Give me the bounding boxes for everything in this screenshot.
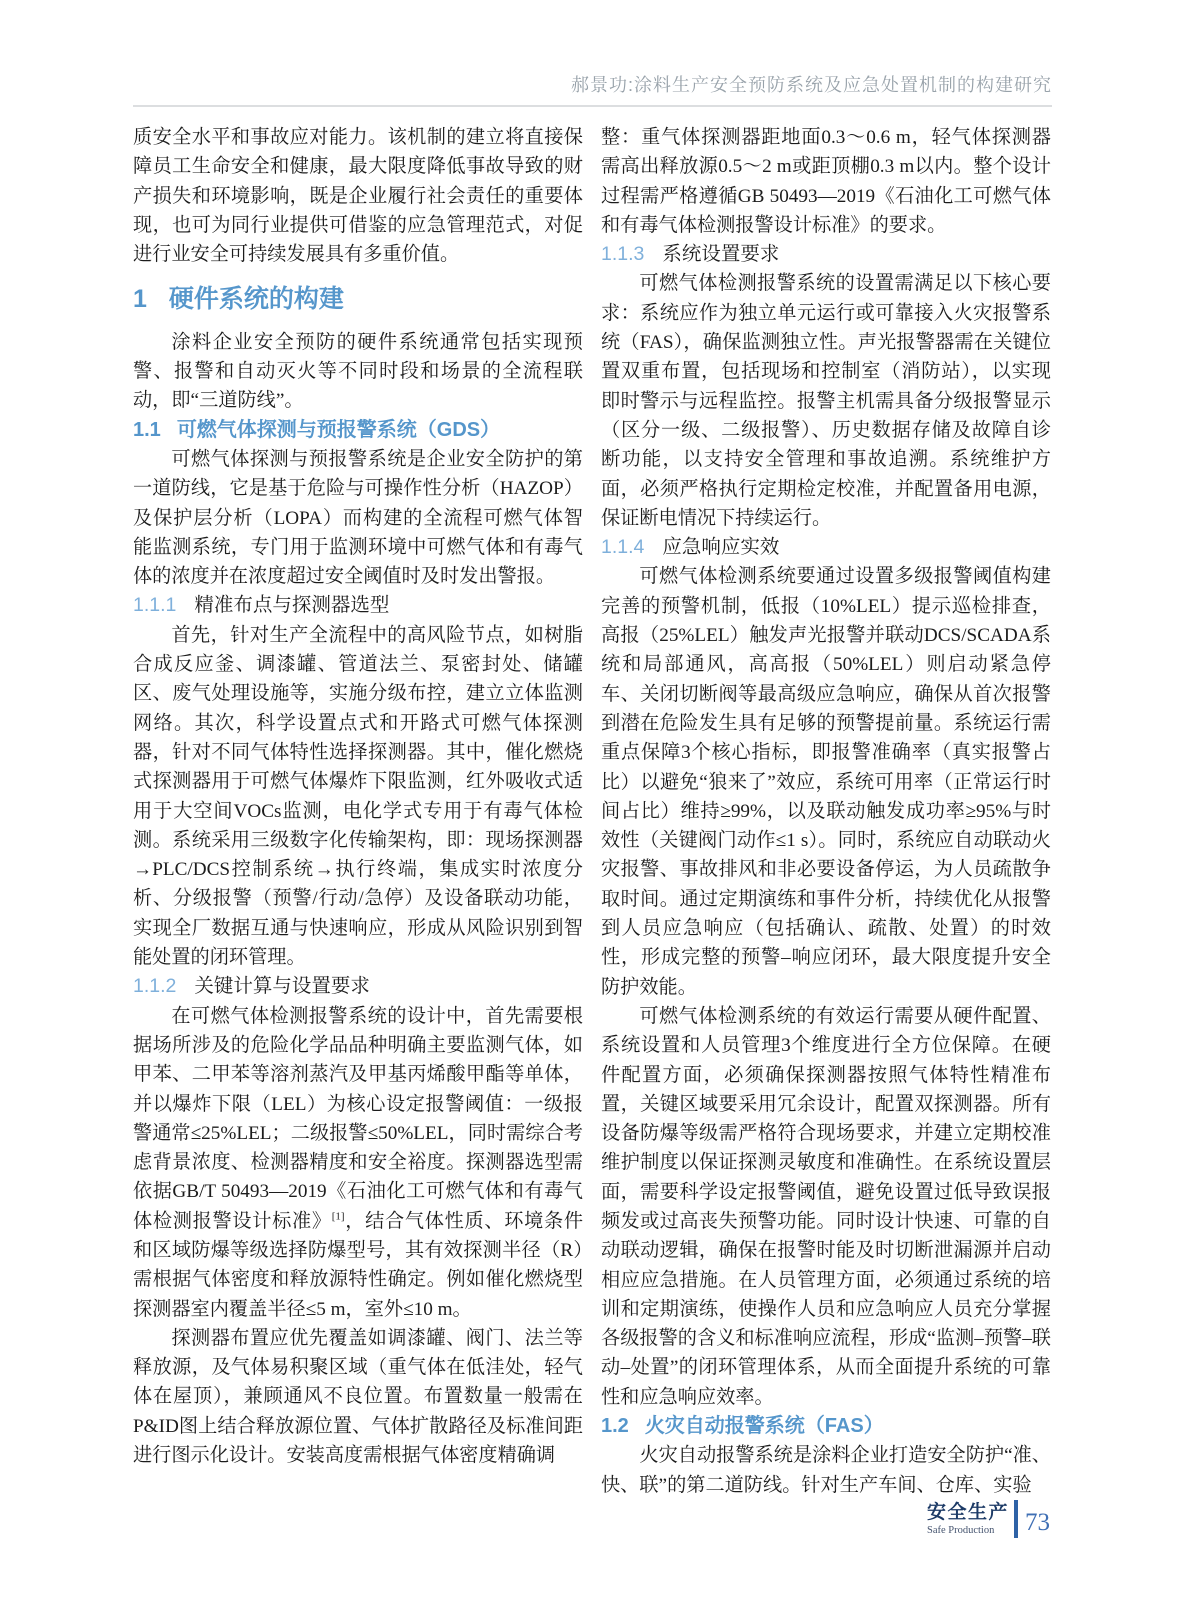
paragraph-1-1-1: 首先，针对生产全流程中的高风险节点，如树脂合成反应釜、调漆罐、管道法兰、泵密封处、储罐区、废气处理设施等，实施分级布控，建立立体监测网络。其次，科学设置点式和开路式可燃气体探测器，针对不同气体特性选择探测器。其中，催化燃烧式探测器用于可燃气体爆炸下限监测，红外吸收式适用于大空间VOCs监测，电化学式专用于有毒气体检测。系统采用三级数字化传输架构，即：现场探测器→PLC/DCS控制系统→执行终端，集成实时浓度分析、分级报警（预警/行动/急停）及设备联动功能，实现全厂数据互通与快速响应，形成从风险识别到智能处置的闭环管理。: [133, 624, 583, 969]
subsection-heading-1-2: [601, 1412, 1051, 1441]
footer-divider: [1014, 1500, 1018, 1538]
subsection-number: 1.1: [133, 418, 161, 441]
subsubsection-title: 关键计算与设置要求: [194, 975, 370, 998]
subsubsection-number: 1.1.3: [601, 243, 645, 266]
paragraph-1-1-4: 可燃气体检测系统要通过设置多级报警阈值构建完善的预警机制，低报（10%LEL）提示巡检排查，高报（25%LEL）触发声光报警并联动DCS/SCADA系统和局部通风，高高报（50%LEL）则启动紧急停车、关闭切断阀等最高级应急响应，确保从首次报警到潜在危险发生具有足够的预警提前量。系统运行需重点保障3个核心指标，即报警准确率（真实报警占比）以避免“狼来了”效应，系统可用率（正常运行时间占比）维持≥99%，以及联动触发成功率≥95%与时效性（关键阀门动作≤1 s）。同时，系统应自动联动火灾报警、事故排风和非必要设备停运，为人员疏散争取时间。通过定期演练和事件分析，持续优化从报警到人员应急响应（包括确认、疏散、处置）的时效性，形成完整的预警–响应闭环，最大限度提升安全防护效能。: [601, 566, 1051, 998]
paragraph-continuation: 整：重气体探测器距地面0.3～0.6 m，轻气体探测器需高出释放源0.5～2 m或距顶棚0.3 m以内。整个设计过程需严格遵循GB 50493—2019《石油化工可燃气体和有毒气体检测报警设计标准》的要求。: [601, 127, 1051, 236]
subsubsection-title: 应急响应实效: [662, 536, 780, 559]
subsubsection-heading-1-1-2: [133, 972, 583, 1001]
subsection-title: 可燃气体探测与预报警系统（GDS）: [176, 418, 501, 441]
section-title: 硬件系统的构建: [168, 285, 344, 314]
running-header: [133, 74, 1052, 107]
paragraph-1-1-4-assurance: 可燃气体检测系统的有效运行需要从硬件配置、系统设置和人员管理3个维度进行全方位保障。在硬件配置方面，必须确保探测器按照气体特性精准布置，关键区域要采用冗余设计，配置双探测器。所有设备防爆等级需严格符合现场要求，并建立定期校准维护制度以保证探测灵敏度和准确性。在系统设置层面，需要科学设定报警阈值，避免设置过低导致误报频发或过高丧失预警功能。同时设计快速、可靠的自动联动逻辑，确保在报警时能及时切断泄漏源并启动相应应急措施。在人员管理方面，必须通过系统的培训和定期演练，使操作人员和应急响应人员充分掌握各级报警的含义和标准响应流程，形成“监测–预警–联动–处置”的闭环管理体系，从而全面提升系统的可靠性和应急响应效率。: [601, 1005, 1051, 1408]
journal-name-english: Safe Production: [926, 1524, 995, 1536]
paragraph-section1-intro: 涂料企业安全预防的硬件系统通常包括实现预警、报警和自动灭火等不同时段和场景的全流程联动，即“三道防线”。: [133, 331, 583, 412]
subsubsection-heading-1-1-3: [601, 240, 1051, 269]
subsection-title: 火灾自动报警系统（FAS）: [644, 1415, 884, 1438]
paragraph-gds-intro: 可燃气体探测与预报警系统是企业安全防护的第一道防线，它是基于危险与可操作性分析（HAZOP）及保护层分析（LOPA）而构建的全流程可燃气体智能监测系统，专门用于监测环境中可燃气体和有毒气体的浓度并在浓度超过安全阈值时及时发出警报。: [133, 448, 583, 588]
paragraph-1-1-3: 可燃气体检测报警系统的设置需满足以下核心要求：系统应作为独立单元运行或可靠接入火灾报警系统（FAS），确保监测独立性。声光报警器需在关键位置双重布置，包括现场和控制室（消防站），以实现即时警示与远程监控。报警主机需具备分级报警显示（区分一级、二级报警）、历史数据存储及故障自诊断功能，以支持安全管理和事故追溯。系统维护方面，必须严格执行定期检定校准，并配置备用电源，保证断电情况下持续运行。: [601, 273, 1051, 529]
paragraph-continuation: 质安全水平和事故应对能力。该机制的建立将直接保障员工生命安全和健康，最大限度降低事故导致的财产损失和环境影响，既是企业履行社会责任的重要体现，也可为同行业提供可借鉴的应急管理范式，对促进行业安全可持续发展具有多重价值。: [133, 127, 583, 266]
subsection-number: 1.2: [601, 1415, 629, 1438]
section-number: 1: [133, 285, 147, 314]
journal-name: [927, 1502, 1009, 1537]
subsubsection-title: 系统设置要求: [662, 243, 780, 266]
subsubsection-heading-1-1-4: [601, 533, 1051, 562]
subsubsection-number: 1.1.1: [133, 594, 177, 617]
left-column: [133, 123, 583, 1470]
page-number: 73: [1025, 1509, 1050, 1536]
journal-name-chinese: 安全生产: [926, 1501, 1009, 1523]
paragraph-1-1-2: [133, 1002, 583, 1324]
subsubsection-title: 精准布点与探测器选型: [194, 594, 390, 617]
subsection-heading-1-1: [133, 416, 583, 445]
section-heading-1: [133, 285, 583, 314]
subsubsection-number: 1.1.2: [133, 975, 177, 998]
header-rule: [133, 105, 1052, 107]
subsubsection-number: 1.1.4: [601, 536, 645, 559]
page-footer: [927, 1500, 1050, 1538]
paragraph-1-1-2-layout: 探测器布置应优先覆盖如调漆罐、阀门、法兰等释放源，及气体易积聚区域（重气体在低洼处，轻气体在屋顶），兼顾通风不良位置。布置数量一般需在P&ID图上结合释放源位置、气体扩散路径及标准间距进行图示化设计。安装高度需根据气体密度精确调: [133, 1327, 583, 1467]
paragraph-fas-intro: 火灾自动报警系统是涂料企业打造安全防护“准、快、联”的第二道防线。针对生产车间、仓库、实验: [601, 1445, 1051, 1496]
running-title: 郝景功:涂料生产安全预防系统及应急处置机制的构建研究: [571, 75, 1052, 95]
paragraph-text: ，结合气体性质、环境条件和区域防爆等级选择防爆型号，其有效探测半径（R）需根据气体密度和释放源特性确定。例如催化燃烧型探测器室内覆盖半径≤5 m，室外≤10 m。: [133, 1210, 584, 1320]
subsubsection-heading-1-1-1: [133, 591, 583, 620]
citation-ref-1: [1]: [331, 1210, 345, 1223]
right-column: [601, 123, 1051, 1500]
paragraph-text: 在可燃气体检测报警系统的设计中，首先需要根据场所涉及的危险化学品品种明确主要监测气体，如甲苯、二甲苯等溶剂蒸汽及甲基丙烯酸甲酯等单体，并以爆炸下限（LEL）为核心设定报警阈值：一级报警通常≤25%LEL；二级报警≤50%LEL，同时需综合考虑背景浓度、检测器精度和安全裕度。探测器选型需依据GB/T 50493—2019《石油化工可燃气体和有毒气体检测报警设计标准》: [133, 1005, 583, 1232]
